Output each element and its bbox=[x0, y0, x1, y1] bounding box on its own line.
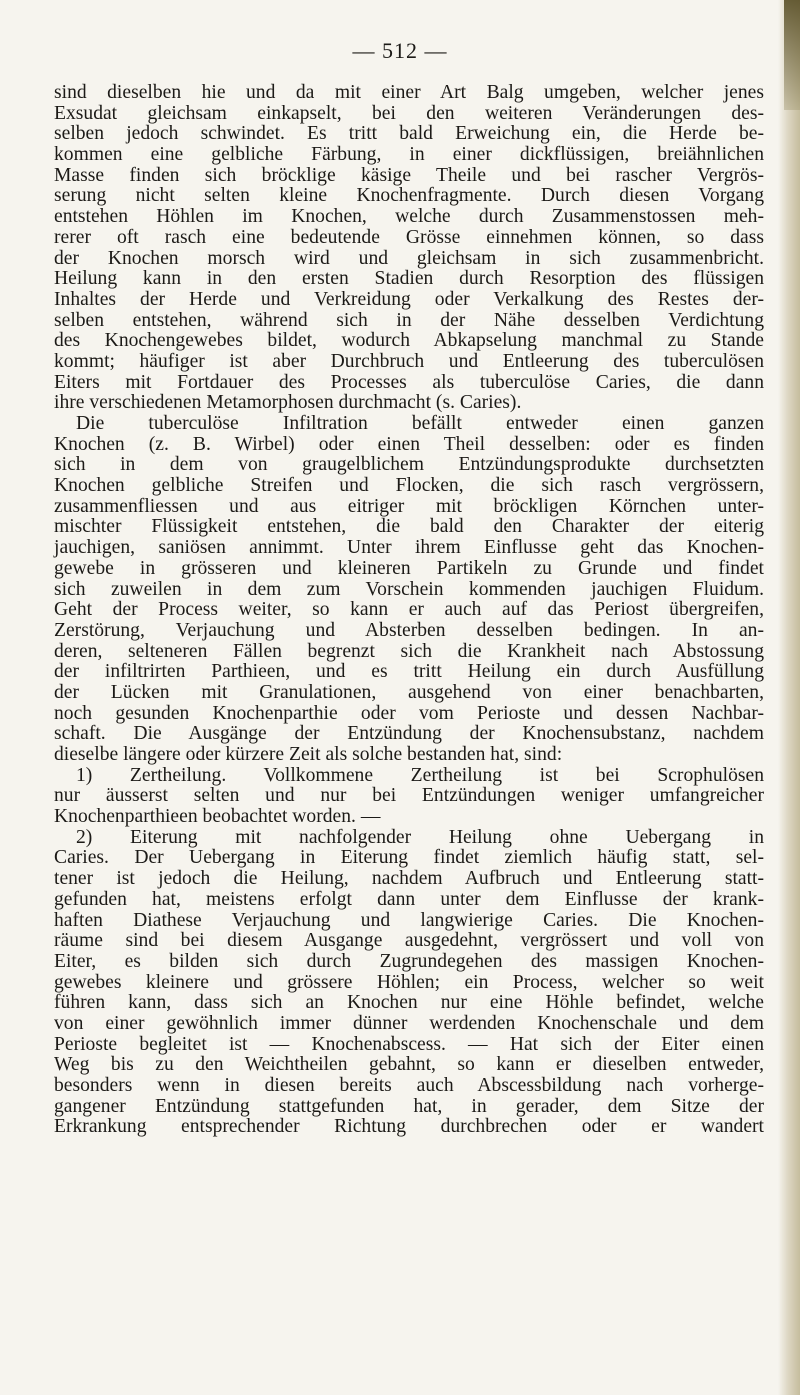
text-line: gefunden hat, meistens erfolgt dann unter dem Einflusse der krank- bbox=[54, 888, 764, 910]
text-line: Masse finden sich bröcklige käsige Theile und bei rascher Vergrös- bbox=[54, 164, 764, 186]
text-line: schaft. Die Ausgänge der Entzündung der Knochensubstanz, nachdem bbox=[54, 723, 764, 745]
text-line: besonders wenn in diesen bereits auch Abscessbildung nach vorherge- bbox=[54, 1075, 764, 1096]
text-line: von einer gewöhnlich immer dünner werdenden Knochenschale und dem bbox=[54, 1012, 764, 1034]
text-line: der Knochen morsch wird und gleichsam in sich zusammenbricht. bbox=[54, 247, 764, 269]
text-line: räume sind bei diesem Ausgange ausgedehnt, vergrössert und voll von bbox=[54, 930, 764, 952]
body-text bbox=[54, 83, 764, 1138]
text-line: kommen eine gelbliche Färbung, in einer dickflüssigen, breiähnlichen bbox=[54, 144, 764, 166]
text-line: Geht der Process weiter, so kann er auch auf das Periost übergreifen, bbox=[54, 599, 764, 621]
text-line: sich in dem von graugelblichem Entzündungsprodukte durchsetzten bbox=[54, 454, 764, 476]
text-line: selben entstehen, während sich in der Nähe desselben Verdichtung bbox=[54, 309, 764, 331]
text-line: Die tuberculöse Infiltration befällt entweder einen ganzen bbox=[76, 413, 764, 434]
text-line: Eiters mit Fortdauer des Processes als tuberculöse Caries, die dann bbox=[54, 371, 764, 393]
text-line: dieselbe längere oder kürzere Zeit als solche bestanden hat, sind: bbox=[54, 744, 563, 765]
text-line: kommt; häufiger ist aber Durchbruch und Entleerung des tuberculösen bbox=[54, 350, 764, 372]
text-line: ihre verschiedenen Metamorphosen durchmacht (s. Caries). bbox=[54, 392, 522, 414]
text-line: Eiter, es bilden sich durch Zugrundegehen des massigen Knochen- bbox=[54, 950, 764, 972]
text-line: noch gesunden Knochenparthie oder vom Perioste und dessen Nachbar- bbox=[54, 702, 764, 724]
page-number: — 512 — bbox=[352, 38, 448, 63]
text-line: selben jedoch schwindet. Es tritt bald Erweichung ein, die Herde be- bbox=[54, 123, 764, 145]
text-line: Inhaltes der Herde und Verkreidung oder Verkalkung des Restes der- bbox=[54, 288, 764, 310]
text-line: haften Diathese Verjauchung und langwierige Caries. Die Knochen- bbox=[54, 909, 764, 931]
text-line: tener ist jedoch die Heilung, nachdem Aufbruch und Entleerung statt- bbox=[54, 868, 764, 890]
text-line: Knochenparthieen beobachtet worden. — bbox=[54, 806, 381, 828]
text-line: Knochen (z. B. Wirbel) oder einen Theil desselben: oder es finden bbox=[54, 433, 764, 455]
text-line: 1) Zertheilung. Vollkommene Zertheilung ist bei Scrophulösen bbox=[76, 764, 764, 786]
text-line: Heilung kann in den ersten Stadien durch Resorption des flüssigen bbox=[54, 268, 764, 290]
text-line: Caries. Der Uebergang in Eiterung findet ziemlich häufig statt, sel- bbox=[54, 847, 764, 869]
text-line: gewebes kleinere und grössere Höhlen; ein Process, welcher so weit bbox=[54, 971, 764, 993]
text-line: jauchigen, saniösen annimmt. Unter ihrem Einflusse geht das Knochen- bbox=[54, 537, 764, 559]
text-line: gangener Entzündung stattgefunden hat, in gerader, dem Sitze der bbox=[54, 1095, 764, 1117]
text-line: der Lücken mit Granulationen, ausgehend von einer benachbarten, bbox=[54, 681, 764, 703]
text-line: 2) Eiterung mit nachfolgender Heilung ohne Uebergang in bbox=[76, 826, 764, 848]
text-line: der infiltrirten Parthieen, und es tritt Heilung ein durch Ausfüllung bbox=[54, 661, 764, 683]
text-line: Exsudat gleichsam einkapselt, bei den weiteren Veränderungen des- bbox=[54, 102, 764, 124]
text-line: deren, selteneren Fällen begrenzt sich die Krankheit nach Abstossung bbox=[54, 640, 764, 662]
text-line: Weg bis zu den Weichtheilen gebahnt, so kann er dieselben entweder, bbox=[54, 1054, 764, 1076]
text-line: serung nicht selten kleine Knochenfragmente. Durch diesen Vorgang bbox=[54, 185, 764, 207]
page-edge-shadow bbox=[778, 0, 800, 1395]
text-line: gewebe in grösseren und kleineren Partikeln zu Grunde und findet bbox=[54, 557, 764, 579]
text-line: mischter Flüssigkeit entstehen, die bald den Charakter der eiterig bbox=[54, 516, 764, 538]
text-line: zusammenfliessen und aus eitriger mit bröckligen Körnchen unter- bbox=[54, 495, 764, 517]
text-line: Erkrankung entsprechender Richtung durchbrechen oder er wandert bbox=[54, 1116, 764, 1138]
text-line: rerer oft rasch eine bedeutende Grösse einnehmen können, so dass bbox=[54, 226, 764, 248]
text-line: Perioste begleitet ist — Knochenabscess. — Hat sich der Eiter einen bbox=[54, 1033, 764, 1055]
text-line: sind dieselben hie und da mit einer Art Balg umgeben, welcher jenes bbox=[54, 82, 764, 103]
text-line: entstehen Höhlen im Knochen, welche durch Zusammenstossen meh- bbox=[54, 206, 764, 228]
text-line: Zerstörung, Verjauchung und Absterben desselben bedingen. In an- bbox=[54, 619, 764, 641]
text-line: nur äusserst selten und nur bei Entzündungen weniger umfangreicher bbox=[54, 785, 764, 807]
text-line: des Knochengewebes bildet, wodurch Abkapselung manchmal zu Stande bbox=[54, 330, 764, 352]
text-line: sich zuweilen in dem zum Vorschein kommenden jauchigen Fluidum. bbox=[54, 578, 764, 600]
text-line: Knochen gelbliche Streifen und Flocken, die sich rasch vergrössern, bbox=[54, 475, 764, 497]
text-line: führen kann, dass sich an Knochen nur eine Höhle befindet, welche bbox=[54, 992, 764, 1014]
